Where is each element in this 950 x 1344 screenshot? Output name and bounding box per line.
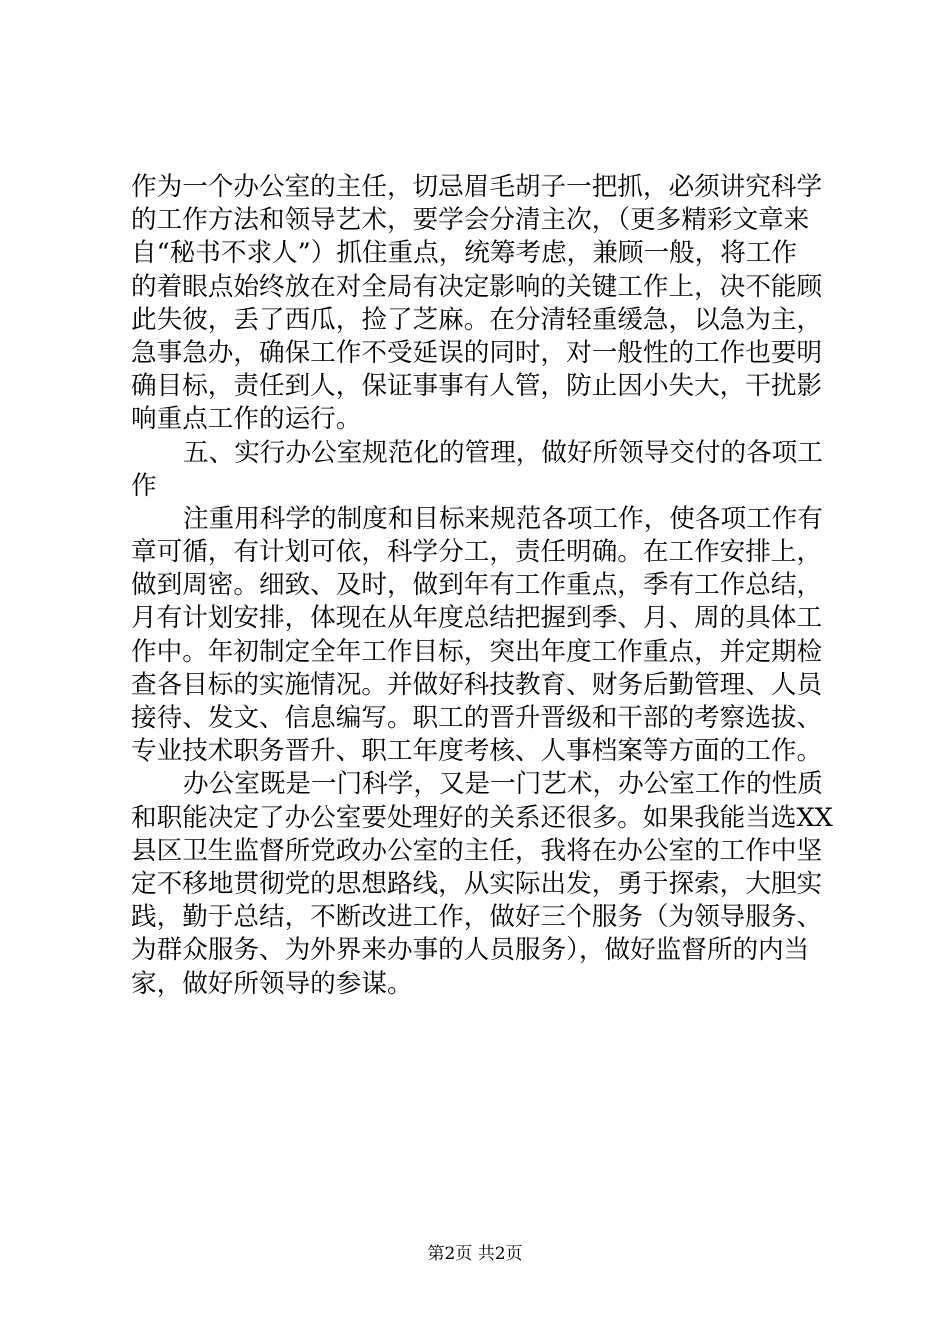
text-line: 确目标，责任到人，保证事事有人管，防止因小失大，干扰影 — [131, 371, 823, 402]
text-line: 月有计划安排，体现在从年度总结把握到季、月、周的具体工 — [131, 603, 823, 634]
section-heading-continued: 作 — [131, 470, 157, 501]
text-line: 定不移地贯彻党的思想路线，从实际出发，勇于探索，大胆实 — [131, 868, 823, 899]
text-line: 注重用科学的制度和目标来规范各项工作，使各项工作有 — [183, 503, 823, 534]
text-line: 作为一个办公室的主任，切忌眉毛胡子一把抓，必须讲究科学 — [131, 172, 823, 202]
text-line: 的着眼点始终放在对全局有决定影响的关键工作上，决不能顾 — [131, 271, 823, 302]
text-line: 践，勤于总结，不断改进工作，做好三个服务（为领导服务、 — [131, 902, 823, 933]
text-line: 此失彼，丢了西瓜，捡了芝麻。在分清轻重缓急，以急为主， — [131, 304, 823, 335]
text-line: 专业技术职务晋升、职工年度考核、人事档案等方面的工作。 — [131, 736, 823, 767]
text-line: 县区卫生监督所党政办公室的主任，我将在办公室的工作中坚 — [131, 835, 823, 866]
text-line: 家，做好所领导的参谋。 — [131, 968, 413, 999]
text-line: 查各目标的实施情况。并做好科技教育、财务后勤管理、人员 — [131, 669, 823, 700]
page-number-footer: 第2页 共2页 — [427, 1244, 523, 1264]
text-line: 和职能决定了办公室要处理好的关系还很多。如果我能当选XX — [131, 802, 833, 833]
text-line: 自“秘书不求人”）抓住重点，统筹考虑，兼顾一般，将工作 — [131, 238, 798, 269]
text-line: 急事急办，确保工作不受延误的同时，对一般性的工作也要明 — [131, 337, 823, 368]
text-line: 的工作方法和领导艺术，要学会分清主次，（更多精彩文章来 — [131, 205, 810, 236]
text-line: 接待、发文、信息编写。职工的晋升晋级和干部的考察选拔、 — [131, 703, 823, 733]
text-line: 响重点工作的运行。 — [131, 404, 362, 435]
section-heading: 五、实行办公室规范化的管理，做好所领导交付的各项工 — [183, 437, 823, 468]
document-body — [131, 171, 833, 1001]
text-line: 办公室既是一门科学，又是一门艺术，办公室工作的性质 — [183, 769, 823, 800]
text-line: 章可循，有计划可依，科学分工，责任明确。在工作安排上， — [131, 537, 823, 568]
text-line: 为群众服务、为外界来办事的人员服务），做好监督所的内当 — [131, 935, 810, 966]
text-line: 作中。年初制定全年工作目标，突出年度工作重点，并定期检 — [131, 636, 823, 667]
text-line: 做到周密。细致、及时，做到年有工作重点，季有工作总结， — [131, 570, 823, 601]
